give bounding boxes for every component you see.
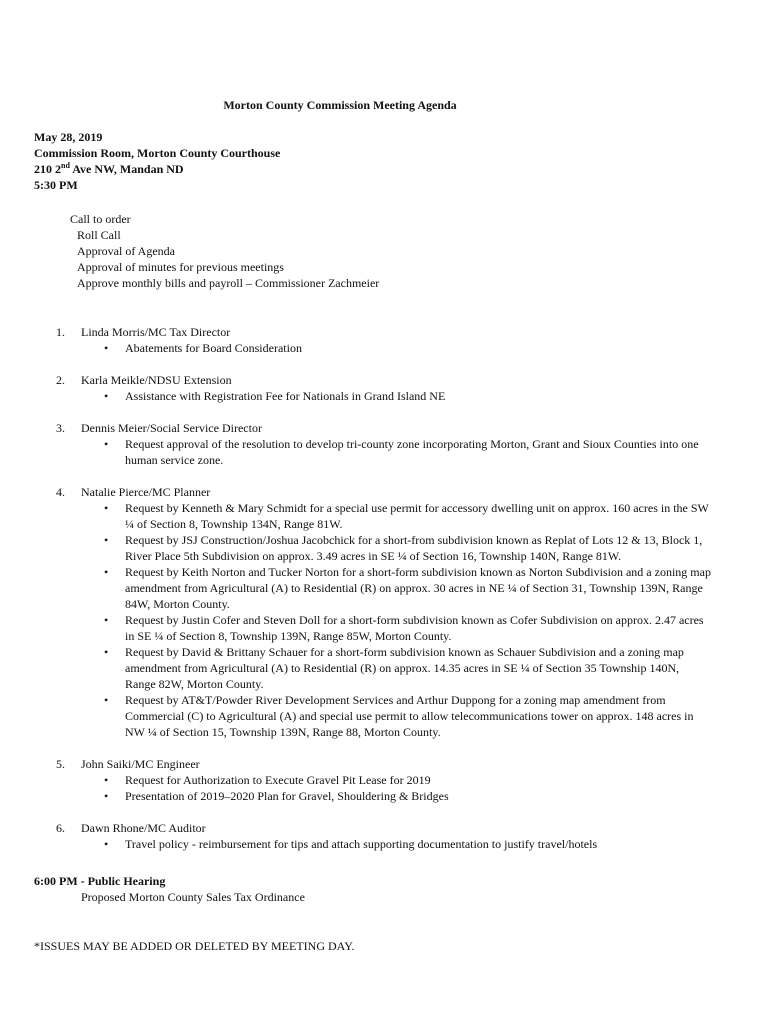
item-bullet <box>0 772 770 788</box>
item-bullet <box>0 340 770 356</box>
meeting-date: May 28, 2019 <box>34 130 103 144</box>
item-bullet <box>0 436 770 468</box>
bullet-text: Presentation of 2019–2020 Plan for Gravel, Shouldering & Bridges <box>125 789 449 803</box>
agenda-items <box>0 324 770 868</box>
agenda-title: Morton County Commission Meeting Agenda <box>223 98 457 112</box>
bullet-icon: • <box>104 341 109 355</box>
address-prefix: 210 2 <box>34 162 61 176</box>
item-number: 3. <box>56 421 65 435</box>
address-superscript: nd <box>61 161 70 170</box>
bullet-text: Travel policy - reimbursement for tips and attach supporting documentation to justify travel/hotels <box>125 837 598 851</box>
item-number: 6. <box>56 821 65 835</box>
bullet-icon: • <box>104 565 109 579</box>
bullet-icon: • <box>104 693 109 707</box>
agenda-item <box>0 756 770 804</box>
bullet-icon: • <box>104 837 109 851</box>
item-number: 5. <box>56 757 65 771</box>
footer-note: *ISSUES MAY BE ADDED OR DELETED BY MEETING DAY. <box>34 939 355 953</box>
bullet-text: Request by JSJ Construction/Joshua Jacobchick for a short-from subdivision known as Replat of Lots 12 & 13, Block 1, River Place 5th Subdivision on approx. 3.49 acres in SE ¼ of Section 16, Township 140N, Range 81W. <box>125 533 703 563</box>
bullet-icon: • <box>104 437 109 451</box>
item-presenter: Dawn Rhone/MC Auditor <box>81 821 206 835</box>
bullet-icon: • <box>104 533 109 547</box>
bullet-text: Request by David & Brittany Schauer for a short-form subdivision known as Schauer Subdivision and a zoning map amendment from Agricultural (A) to Residential (R) on approx. 14.35 acres in SE ¼ of Section 35 Township 140N, Range 82W, Morton County. <box>125 645 684 691</box>
item-bullet <box>0 532 770 564</box>
meeting-address <box>34 161 280 177</box>
agenda-item <box>0 324 770 356</box>
item-bullet <box>0 692 770 740</box>
agenda-item <box>0 372 770 404</box>
bullet-text: Assistance with Registration Fee for Nationals in Grand Island NE <box>125 389 446 403</box>
item-number: 2. <box>56 373 65 387</box>
item-presenter: Linda Morris/MC Tax Director <box>81 325 231 339</box>
item-presenter: Dennis Meier/Social Service Director <box>81 421 262 435</box>
preliminary-item: Approval of minutes for previous meetings <box>77 260 284 274</box>
item-number: 4. <box>56 485 65 499</box>
agenda-item <box>0 820 770 852</box>
preliminary-item: Roll Call <box>77 228 121 242</box>
bullet-icon: • <box>104 613 109 627</box>
item-bullet <box>0 644 770 692</box>
item-bullet <box>0 564 770 612</box>
bullet-icon: • <box>104 501 109 515</box>
item-presenter: Karla Meikle/NDSU Extension <box>81 373 232 387</box>
item-number: 1. <box>56 325 65 339</box>
bullet-icon: • <box>104 773 109 787</box>
bullet-text: Request approval of the resolution to develop tri-county zone incorporating Morton, Grant and Sioux Counties into one human service zone. <box>125 437 699 467</box>
preliminary-item: Approval of Agenda <box>77 244 175 258</box>
meeting-header <box>34 129 280 193</box>
preliminary-item: Call to order <box>70 212 131 226</box>
public-hearing <box>34 873 305 905</box>
preliminary-item: Approve monthly bills and payroll – Commissioner Zachmeier <box>77 276 380 290</box>
item-bullet <box>0 788 770 804</box>
item-bullet <box>0 612 770 644</box>
meeting-location: Commission Room, Morton County Courthouse <box>34 146 281 160</box>
bullet-text: Request by AT&T/Powder River Development Services and Arthur Duppong for a zoning map amendment from Commercial (C) to Agricultural (A) and special use permit to allow telecommunications tower on approx. 148 acres in NW ¼ of Section 15, Township 139N, Range 88, Morton County. <box>125 693 694 739</box>
bullet-text: Request for Authorization to Execute Gravel Pit Lease for 2019 <box>125 773 431 787</box>
public-hearing-title: 6:00 PM - Public Hearing <box>34 874 166 888</box>
bullet-text: Request by Justin Cofer and Steven Doll for a short-form subdivision known as Cofer Subdivision on approx. 2.47 acres in SE ¼ of Section 8, Township 139N, Range 85W, Morton County. <box>125 613 704 643</box>
bullet-icon: • <box>104 789 109 803</box>
item-presenter: John Saiki/MC Engineer <box>81 757 200 771</box>
agenda-item <box>0 420 770 468</box>
address-suffix: Ave NW, Mandan ND <box>69 162 184 176</box>
item-bullet <box>0 836 770 852</box>
item-presenter: Natalie Pierce/MC Planner <box>81 485 211 499</box>
bullet-text: Request by Keith Norton and Tucker Norton for a short-form subdivision known as Norton Subdivision and a zoning map amendment from Agricultural (A) to Residential (R) on approx. 30 acres in NE ¼ of Section 31, Township 139N, Range 84W, Morton County. <box>125 565 711 611</box>
bullet-text: Abatements for Board Consideration <box>125 341 302 355</box>
meeting-time: 5:30 PM <box>34 178 78 192</box>
item-bullet <box>0 388 770 404</box>
agenda-item <box>0 484 770 740</box>
bullet-icon: • <box>104 645 109 659</box>
preliminary-list <box>70 211 379 291</box>
bullet-text: Request by Kenneth & Mary Schmidt for a special use permit for accessory dwelling unit on approx. 160 acres in the SW ¼ of Section 8, Township 134N, Range 81W. <box>125 501 709 531</box>
item-bullet <box>0 500 770 532</box>
public-hearing-item: Proposed Morton County Sales Tax Ordinance <box>81 890 305 904</box>
bullet-icon: • <box>104 389 109 403</box>
